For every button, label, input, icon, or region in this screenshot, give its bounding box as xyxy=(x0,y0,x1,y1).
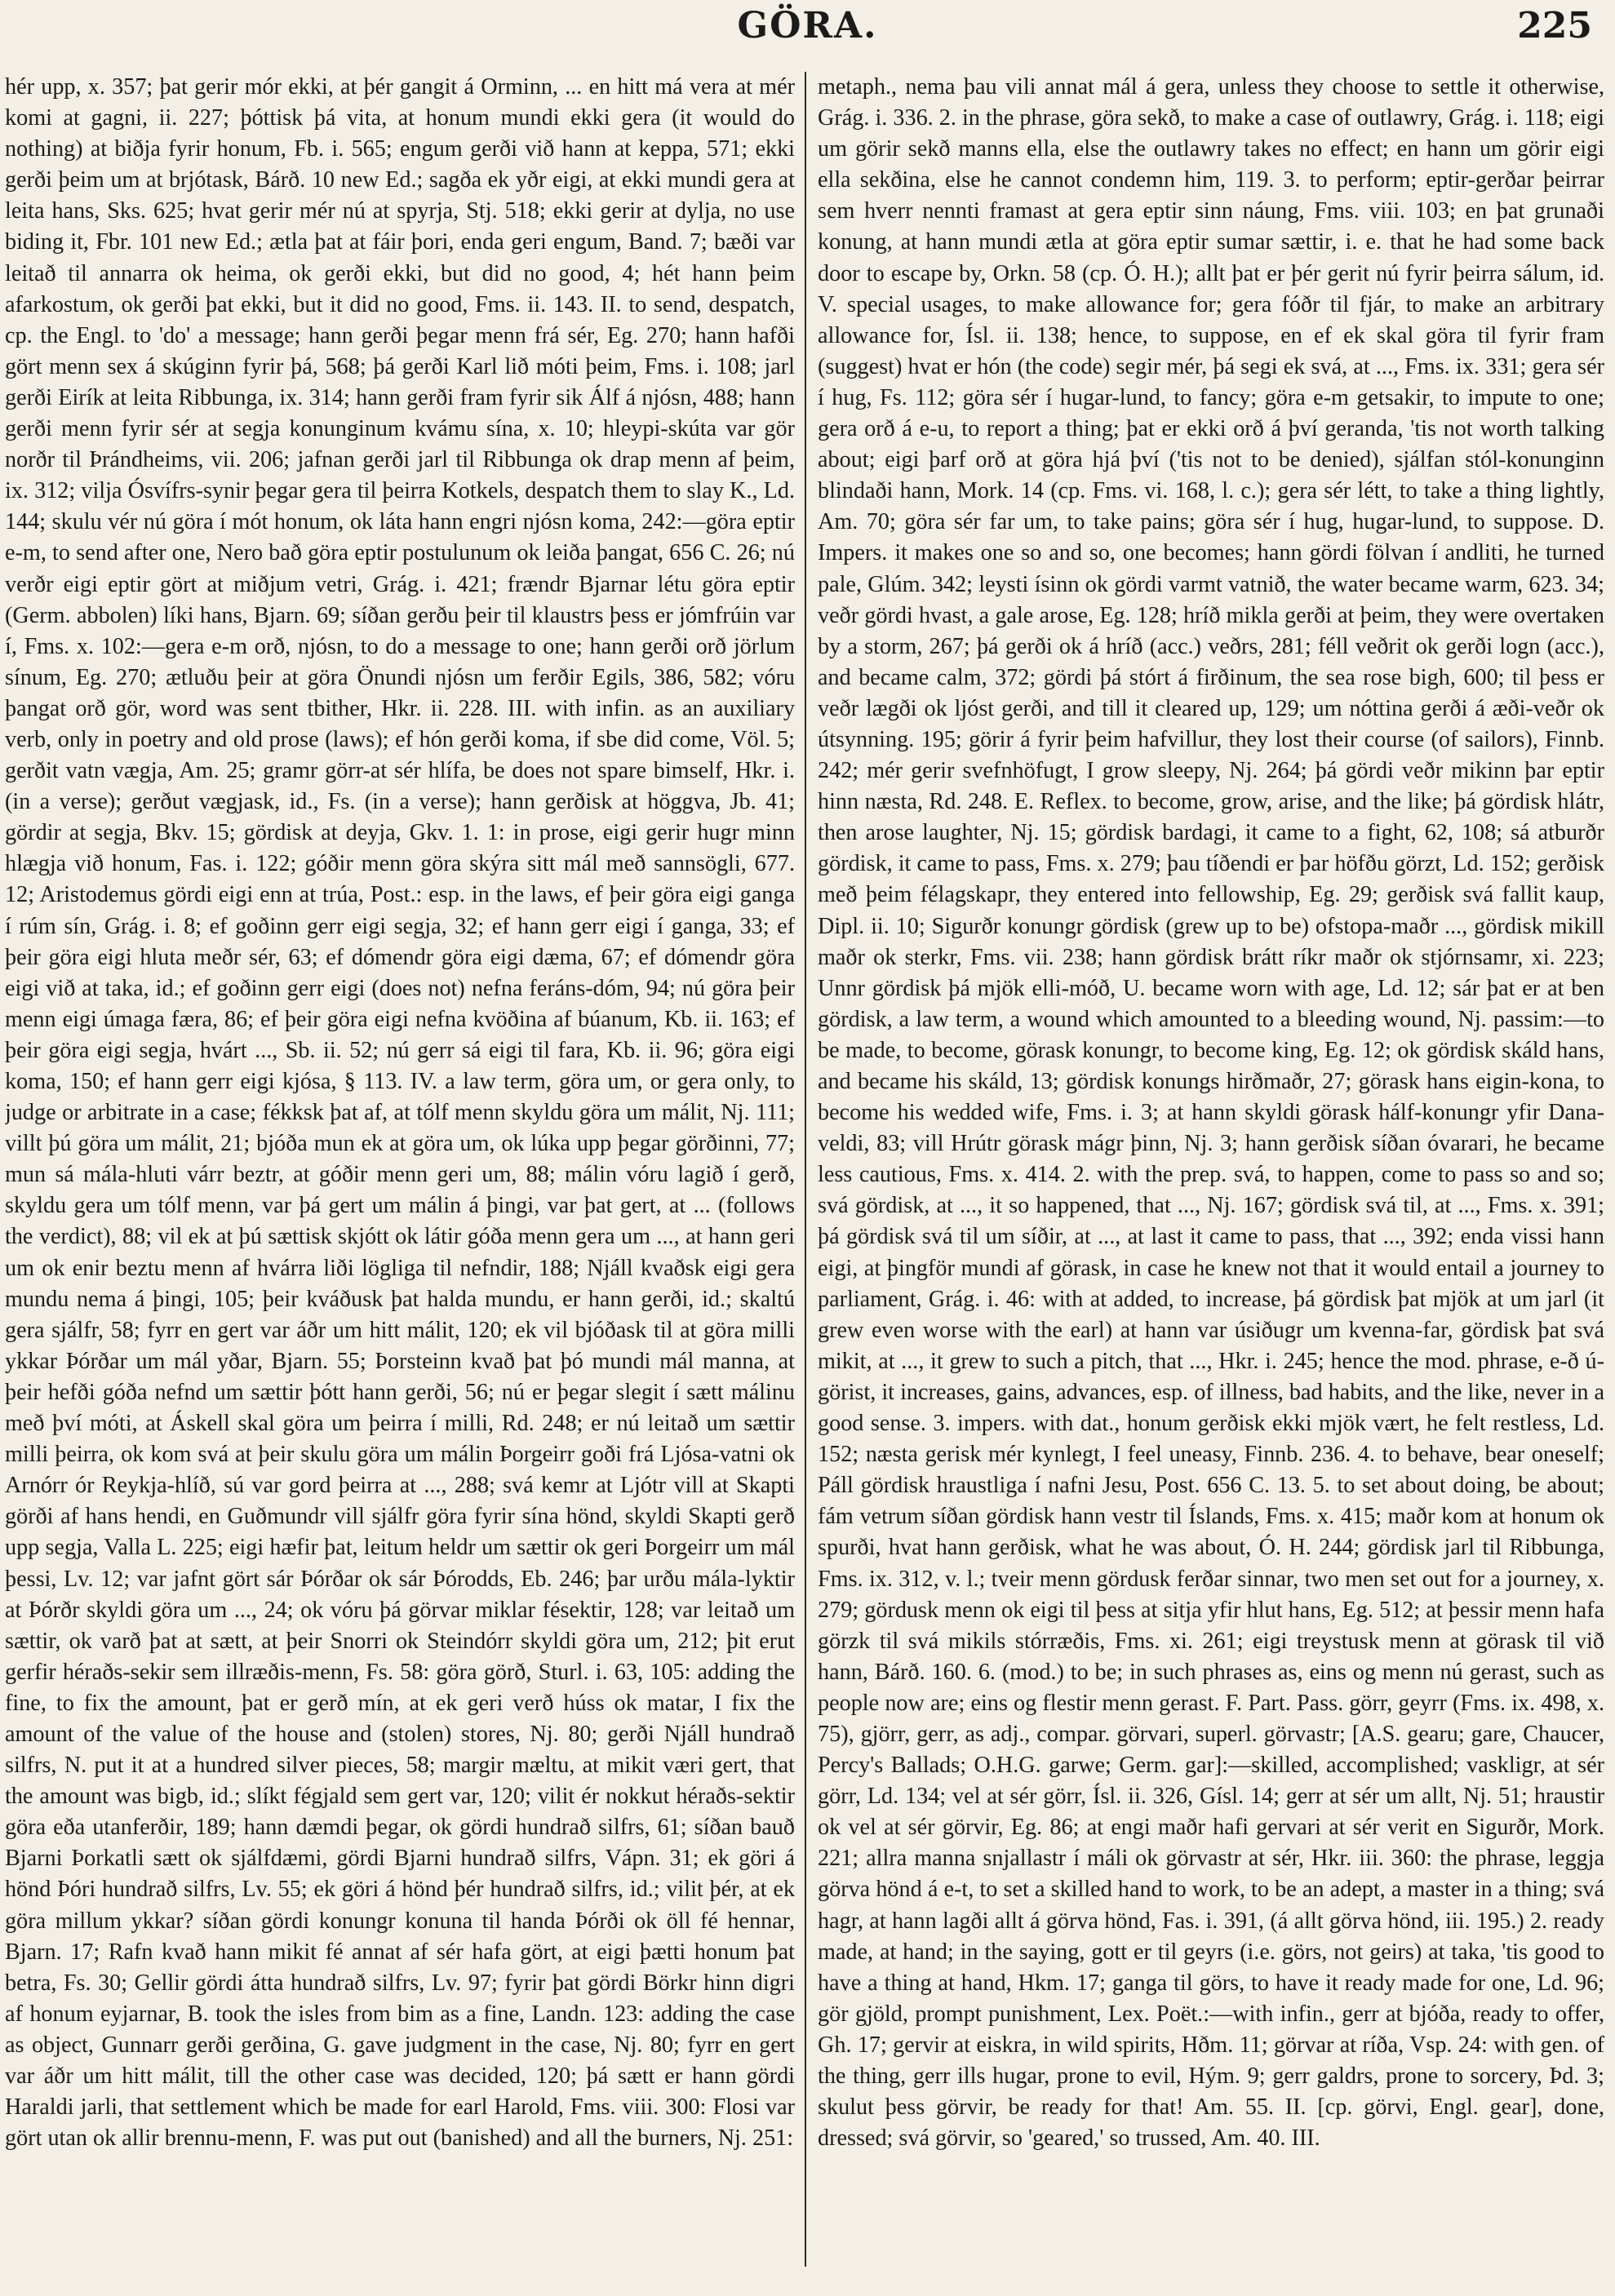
page-number: 225 xyxy=(1517,5,1592,47)
column-divider xyxy=(805,72,806,2267)
page-header xyxy=(0,0,1615,70)
left-column-text: hér upp, x. 357; þat gerir mór ekki, at þér gangit á Orminn, ... en hitt má vera at mér komi at gagni, ii. 227; þóttisk þá vita, at honum mundi ekki gera (it would do nothing) at biðja fyrir honum, Fb. i. 565; engum gerði við hann at keppa, 571; ekki gerði þeim um at brjótask, Bárð. 10 new Ed.; sagða ek yðr eigi, at ekki mundi gera at leita hans, Sks. 625; hvat gerir mér nú at spyrja, Stj. 518; ekki gerir at dylja, no use biding it, Fbr. 101 new Ed.; ætla þat at fáir þori, enda geri engum, Band. 7; bæði var leitað til annarra ok heima, ok gerði ekki, but did no good, 4; hét hann þeim afarkostum, ok gerði þat ekki, but it did no good, Fms. ii. 143. II. to send, despatch, cp. the Engl. to 'do' a message; hann gerði þegar menn frá sér, Eg. 270; hann hafði gört menn sex á skúginn fyrir þá, 568; þá gerði Karl lið móti þeim, Fms. i. 108; jarl gerði Eirík at leita Ribbunga, ix. 314; hann gerði fram fyrir sik Álf á njósn, 488; hann gerði menn fyrir sér at segja konunginum kvámu sína, x. 10; hleypi-skúta var gör norðr til Þrándheims, vii. 206; jafnan gerði jarl til Ribbunga ok drap menn af þeim, ix. 312; vilja Ósvífrs-synir þegar gera til þeirra Kotkels, despatch them to slay K., Ld. 144; skulu vér nú göra í mót honum, ok láta hann engri njósn koma, 242:—göra eptir e-m, to send after one, Nero bað göra eptir postulunum ok leiða þangat, 656 C. 26; nú verðr eigi eptir gört at miðjum vetri, Grág. i. 421; frændr Bjarnar létu göra eptir (Germ. abbolen) líki hans, Bjarn. 69; síðan gerðu þeir til klaustrs þess er jómfrúin var í, Fms. x. 102:—gera e-m orð, njósn, to do a message to one; hann gerði orð jörlum sínum, Eg. 270; ætluðu þeir at göra Önundi njósn um ferðir Egils, 386, 582; vóru þangat orð gör, word was sent tbither, Hkr. ii. 228. III. with infin. as an auxiliary verb, only in poetry and old prose (laws); ef hón gerði koma, if sbe did come, Völ. 5; gerðit vatn vægja, Am. 25; gramr görr-at sér hlífa, be does not spare bimself, Hkr. i. (in a verse); gerðut vægjask, id., Fs. (in a verse); hann gerðisk at höggva, Jb. 41; gördir at segja, Bkv. 15; gördisk at deyja, Gkv. 1. 1: in prose, eigi gerir hugr minn hlægja við honum, Fas. i. 122; góðir menn göra skýra sitt mál með sannsögli, 677. 12; Aristodemus gördi eigi enn at trúa, Post.: esp. in the laws, ef þeir göra eigi ganga í rúm sín, Grág. i. 8; ef goðinn gerr eigi segja, 32; ef hann gerr eigi í ganga, 33; ef þeir göra eigi hluta meðr sér, 63; ef dómendr göra eigi dæma, 67; ef dómendr göra eigi við at taka, id.; ef goðinn gerr eigi (does not) nefna feráns-dóm, 94; nú göra þeir menn eigi úmaga færa, 86; ef þeir göra eigi nefna kvöðina af búanum, Kb. ii. 163; ef þeir göra eigi segja, hvárt ..., Sb. ii. 52; nú gerr sá eigi til fara, Kb. ii. 96; göra eigi koma, 150; ef hann gerr eigi kjósa, § 113. IV. a law term, göra um, or gera only, to judge or arbitrate in a case; fékksk þat af, at tólf menn skyldu göra um málit, Nj. 111; villt þú göra um málit, 21; bjóða mun ek at göra um, ok lúka upp þegar görðinni, 77; mun sá málа-hluti várr beztr, at góðir menn geri um, 88; málin vóru lagið í gerð, skyldu gera um tólf menn, var þá gert um málin á þingi, var þat gert, at ... (follows the verdict), 88; vil ek at þú sættisk skjótt ok látir góða menn gera um ..., at hann geri um ok enir beztu menn af hvárra liði lögliga til nefndir, 188; Njáll kvaðsk eigi gera mundu nema á þingi, 105; þeir kváðusk þat halda mundu, er hann gerði, id.; skaltú gera sjálfr, 58; fyrr en gert var áðr um hitt málit, 120; ek vil bjóðask til at göra milli ykkar Þórðar um mál yðar, Bjarn. 55; Þorsteinn kvað þat þó mundi mál manna, at þeir hefði góða nefnd um sættir þótt hann gerði, 56; nú er þegar slegit í sætt málinu með því móti, at Áskell skal göra um þeirra í milli, Rd. 248; er nú leitað um sættir milli þeirra, ok kom svá at þeir skulu göra um málin Þorgeirr goði frá Ljósa-vatni ok Arnórr ór Reykja-hlíð, sú var gord þeirra at ..., 288; svá kemr at Ljótr vill at Skapti görði af hans hendi, en Guðmundr vill sjálfr göra fyrir sína hönd, skyldi Skapti gerð upp segja, Valla L. 225; eigi hæfir þat, leitum heldr um sættir ok geri Þorgeirr um mál þessi, Lv. 12; var jafnt gört sár Þórðar ok sár Þórodds, Eb. 246; þar urðu mála-lyktir at Þórðr skyldi göra um ..., 24; ok vóru þá görvar miklar fésektir, 128; var leitað um sættir, ok varð þat at sætt, at þeir Snorri ok Steindórr skyldi göra um, 212; þit erut gerfir héraðs-sekir sem illræðis-menn, Fs. 58: göra görð, Sturl. i. 63, 105: adding the fine, to fix the amount, þat er gerð mín, at ek geri verð húss ok matar, I fix the amount of the value of the house and (stolen) stores, Nj. 80; gerði Njáll hundrað silfrs, N. put it at a hundred silver pieces, 58; margir mæltu, at mikit væri gert, that the amount was bigb, id.; slíkt fégjald sem gert var, 120; vilit ér nokkut héraðs-sektir göra eða utanferðir, 189; hann dæmdi þegar, ok gördi hundrað silfrs, 61; síðan bauð Bjarni Þorkatli sætt ok sjálfdæmi, gördi Bjarni hundrað silfrs, Vápn. 31; ek göri á hönd Þóri hundrað silfrs, Lv. 55; ek göri á hönd þér hundrað silfrs, id.; vilit þér, at ek göra millum ykkar? síðan gördi konungr konuna til handa Þórði ok öll fé hennar, Bjarn. 17; Rafn kvað hann mikit fé annat af sér hafa gört, at eigi þætti honum þat betra, Fs. 30; Gellir gördi átta hundrað silfrs, Lv. 97; fyrir þat gördi Börkr hinn digri af honum eyjarnar, B. took the isles from bim as a fine, Landn. 123: adding the case as object, Gunnarr gerði gerðina, G. gave judgment in the case, Nj. 80; fyrr en gert var áðr um hitt málit, till the other case was decided, 120; þá sætt er hann gördi Haraldi jarli, that settlement which be made for earl Harold, Fms. viii. 300: Flosi var gört utan ok allir brennu-menn, F. was put out (banished) and all the burners, Nj. 251: xyxy=(5,74,795,2152)
left-column xyxy=(5,72,795,2267)
right-column-text: metaph., nema þau vili annat mál á gera, unless they choose to settle it otherwise, Grág. i. 336. 2. in the phrase, göra sekð, to make a case of outlawry, Grág. i. 118; eigi um görir sekð manns ella, else the outlawry takes no effect; en hann um görir eigi ella sekðina, else he cannot condemn him, 119. 3. to perform; eptir-gerðar þeirrar sem hverr nennti framast at gera eptir sinn náung, Fms. viii. 103; en þat grunaði konung, at hann mundi ætla at göra eptir sumar sættir, i. e. that he had some back door to escape by, Orkn. 58 (cp. Ó. H.); allt þat er þér gerit nú fyrir þeirra sálum, id. V. special usages, to make allowance for; gera fóðr til fjár, to make an arbitrary allowance for, Ísl. ii. 138; hence, to suppose, en ef ek skal göra til fyrir fram (suggest) hvat er hón (the code) segir mér, þá segi ek svá, at ..., Fms. ix. 331; gera sér í hug, Fs. 112; göra sér í hugar-lund, to fancy; göra e-m getsakir, to impute to one; gera orð á e-u, to report a thing; þat er ekki orð á því geranda, 'tis not worth talking about; eigi þarf orð at göra hjá því ('tis not to be denied), sjálfan stól-konunginn blindaði hann, Mork. 14 (cp. Fms. vi. 168, l. c.); gera sér létt, to take a thing lightly, Am. 70; göra sér far um, to take pains; göra sér í hug, hugar-lund, to suppose. D. Impers. it makes one so and so, one becomes; hann gördi fölvan í andliti, he turned pale, Glúm. 342; leysti ísinn ok gördi varmt vatnið, the water became warm, 623. 34; veðr gördi hvast, a gale arose, Eg. 128; hríð mikla gerði at þeim, they were overtaken by a storm, 267; þá gerði ok á hríð (acc.) veðrs, 281; féll veðrit ok gerði logn (acc.), and became calm, 372; gördi þá stórt á firðinum, the sea rose bigh, 600; til þess er veðr lægði ok ljóst gerði, and till it cleared up, 129; um nóttina gerði á æði-veðr ok útsynning. 195; görir á fyrir þeim hafvillur, they lost their course (of sailors), Finnb. 242; mér gerir svefnhöfugt, I grow sleepy, Nj. 264; þá gördi veðr mikinn þar eptir hinn næsta, Rd. 248. E. Reflex. to become, grow, arise, and the like; þá gördisk hlátr, then arose laughter, Nj. 15; gördisk bardagi, it came to a fight, 62, 108; sá atburðr gördisk, it came to pass, Fms. x. 279; þau tíðendi er þar höfðu görzt, Ld. 152; gerðisk með þeim félagskapr, they entered into fellowship, Eg. 29; gerðisk svá fallit kaup, Dipl. ii. 10; Sigurðr konungr gördisk (grew up to be) ofstopa-maðr ..., gördisk mikill maðr ok sterkr, Fms. vii. 238; hann gördisk brátt ríkr maðr ok stjórnsamr, xi. 223; Unnr gördisk þá mjök elli-móð, U. became worn with age, Ld. 12; sár þat er at ben gördisk, a law term, a wound which amounted to a bleeding wound, Nj. passim:—to be made, to become, görask konungr, to become king, Eg. 12; ok gördisk skáld hans, and became his skáld, 13; gördisk konungs hirðmaðr, 27; görask hans eigin-kona, to become his wedded wife, Fms. i. 3; at hann skyldi görask hálf-konungr yfir Dana-veldi, 83; vill Hrútr görask mágr þinn, Nj. 3; hann gerðisk síðan óvarari, he became less cautious, Fms. x. 414. 2. with the prep. svá, to happen, come to pass so and so; svá gördisk, at ..., it so happened, that ..., Nj. 167; gördisk svá til, at ..., Fms. x. 391; þá gördisk svá til um síðir, at ..., at last it came to pass, that ..., 392; enda vissi hann eigi, at þingför mundi af görask, in case he knew not that it would entail a journey to parliament, Grág. i. 46: with at added, to increase, þá gördisk þat mjök at um jarl (it grew even worse with the earl) at hann var úsiðugr um kvenna-far, gördisk þat svá mikit, at ..., it grew to such a pitch, that ..., Hkr. i. 245; hence the mod. phrase, e-ð ú-görist, it increases, gains, advances, esp. of illness, bad habits, and the like, never in a good sense. 3. impers. with dat., honum gerðisk ekki mjök vært, he felt restless, Ld. 152; næsta gerisk mér kynlegt, I feel uneasy, Finnb. 236. 4. to behave, bear oneself; Páll gördisk hraustliga í nafni Jesu, Post. 656 C. 13. 5. to set about doing, be about; fám vetrum síðan gördisk hann vestr til Íslands, Fms. x. 415; maðr kom at honum ok spurði, hvat hann gerðisk, what he was about, Ó. H. 244; gördisk jarl til Ribbunga, Fms. ix. 312, v. l.; tveir menn gördusk ferðar sinnar, two men set out for a journey, x. 279; gördusk menn ok eigi til þess at sitja yfir hlut hans, Eg. 512; at þessir menn hafa görzk til svá mikils stórræðis, Fms. xi. 261; eigi treystusk menn at görask til við hann, Bárð. 160. 6. (mod.) to be; in such phrases as, eins og menn nú gerast, such as people now are; eins og flestir menn gerast. F. Part. Pass. görr, geyrr (Fms. ix. 498, x. 75), gjörr, gerr, as adj., compar. görvari, superl. görvastr; [A.S. gearu; gare, Chaucer, Percy's Ballads; O.H.G. garwe; Germ. gar]:—skilled, accomplished; vaskligr, at sér görr, Ld. 134; vel at sér görr, Ísl. ii. 326, Gísl. 14; gerr at sér um allt, Nj. 51; hraustir ok vel at sér görvir, Eg. 86; at engi maðr hafi gervari at sér verit en Sigurðr, Mork. 221; allra manna snjallastr í máli ok görvastr at sér, Hkr. iii. 360: the phrase, leggja görva hönd á e-t, to set a skilled hand to work, to be an adept, a master in a thing; svá hagr, at hann lagði allt á görva hönd, Fas. i. 391, (á allt görva hönd, iii. 195.) 2. ready made, at hand; in the saying, gott er til geyrs (i.e. görs, not geirs) at taka, 'tis good to have a thing at hand, Hkm. 17; ganga til görs, to have it ready made for one, Ld. 96; gör gjöld, prompt punishment, Lex. Poët.:—with infin., gerr at bjóða, ready to offer, Gh. 17; gervir at eiskra, in wild spirits, Hðm. 11; görvar at ríða, Vsp. 24: with gen. of the thing, gerr ills hugar, prone to evil, Hým. 9; gerr galdrs, prone to sorcery, Þd. 3; skulut þess görvir, be ready for that! Am. 55. II. [cp. görvi, Engl. gear], done, dressed; svá görvir, so 'geared,' so trussed, Am. 40. III. xyxy=(818,74,1604,2152)
running-head-word: GÖRA. xyxy=(737,5,878,47)
right-column xyxy=(818,72,1604,2267)
